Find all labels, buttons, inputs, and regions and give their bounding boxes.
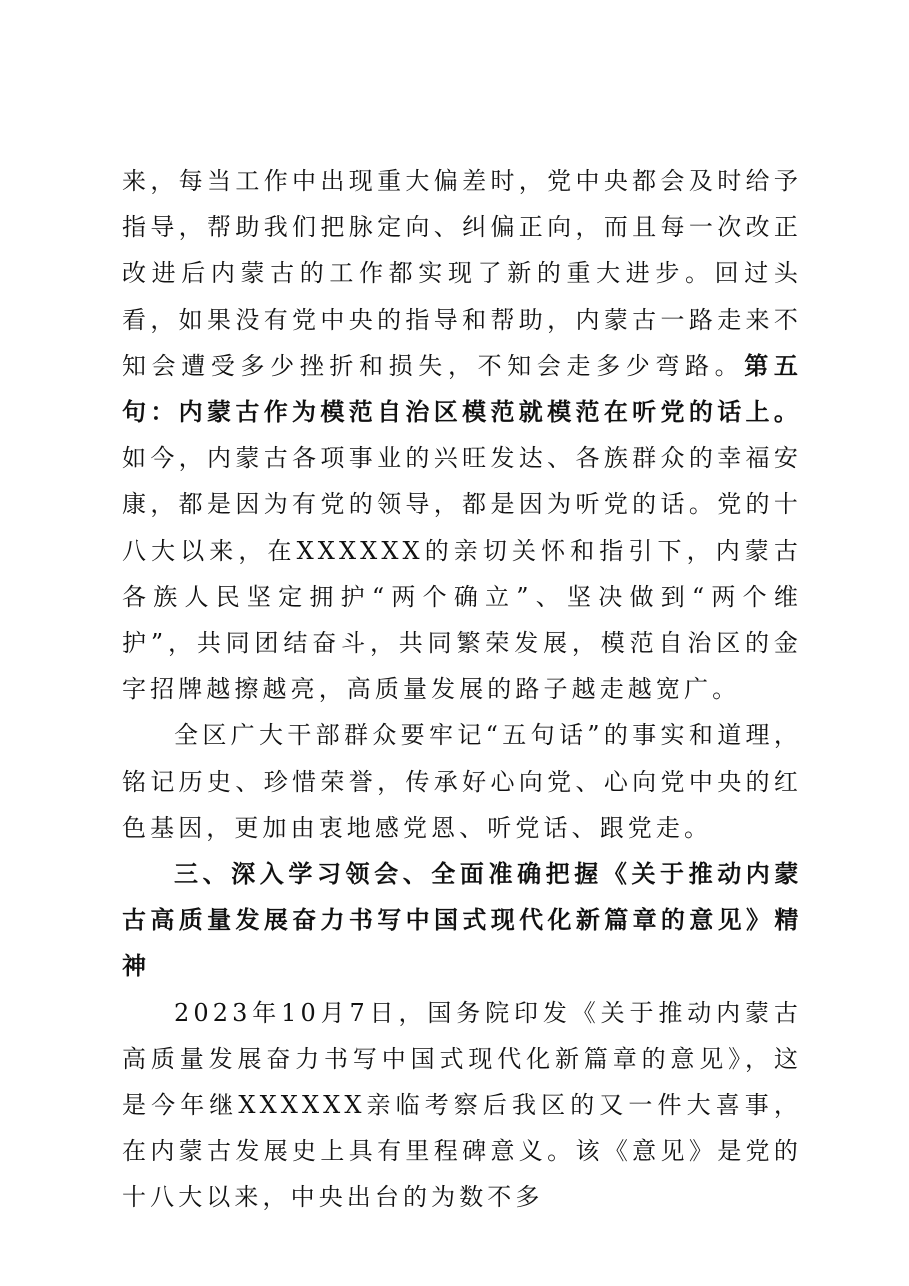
paragraph-text: 如今，内蒙古各项事业的兴旺发达、各族群众的幸福安康，都是因为有党的领导，都是因为听党的话。党的十八大以来，在XXXXXX的亲切关怀和指引下，内蒙古各族人民坚定拥护“两个确立”、坚决做到“两个维护”，共同团结奋斗，共同繁荣发展，模范自治区的金字招牌越擦越亮，高质量发展的路子越走越宽广。	[122, 444, 802, 704]
bold-statement: 第五句：内蒙古作为模范自治区模范就模范在听党的话上。	[122, 351, 802, 427]
section-heading: 三、深入学习领会、全面准确把握《关于推动内蒙古高质量发展奋力书写中国式现代化新篇章的意见》精神	[122, 860, 802, 981]
document-page	[122, 158, 802, 1221]
body-paragraph: 全区广大干部群众要牢记“五句话”的事实和道理，铭记历史、珍惜荣誉，传承好心向党、心向党中央的红色基因，更加由衷地感党恩、听党话、跟党走。	[122, 721, 802, 842]
body-paragraph: 2023年10月7日，国务院印发《关于推动内蒙古高质量发展奋力书写中国式现代化新篇章的意见》，这是今年继XXXXXX亲临考察后我区的又一件大喜事，在内蒙古发展史上具有里程碑意义。该《意见》是党的十八大以来，中央出台的为数不多	[122, 998, 802, 1212]
paragraph-text: 来，每当工作中出现重大偏差时，党中央都会及时给予指导，帮助我们把脉定向、纠偏正向，而且每一次改正改进后内蒙古的工作都实现了新的重大进步。回过头看，如果没有党中央的指导和帮助，内蒙古一路走来不知会遭受多少挫折和损失，不知会走多少弯路。	[122, 167, 802, 380]
body-paragraph-continued	[122, 158, 802, 712]
